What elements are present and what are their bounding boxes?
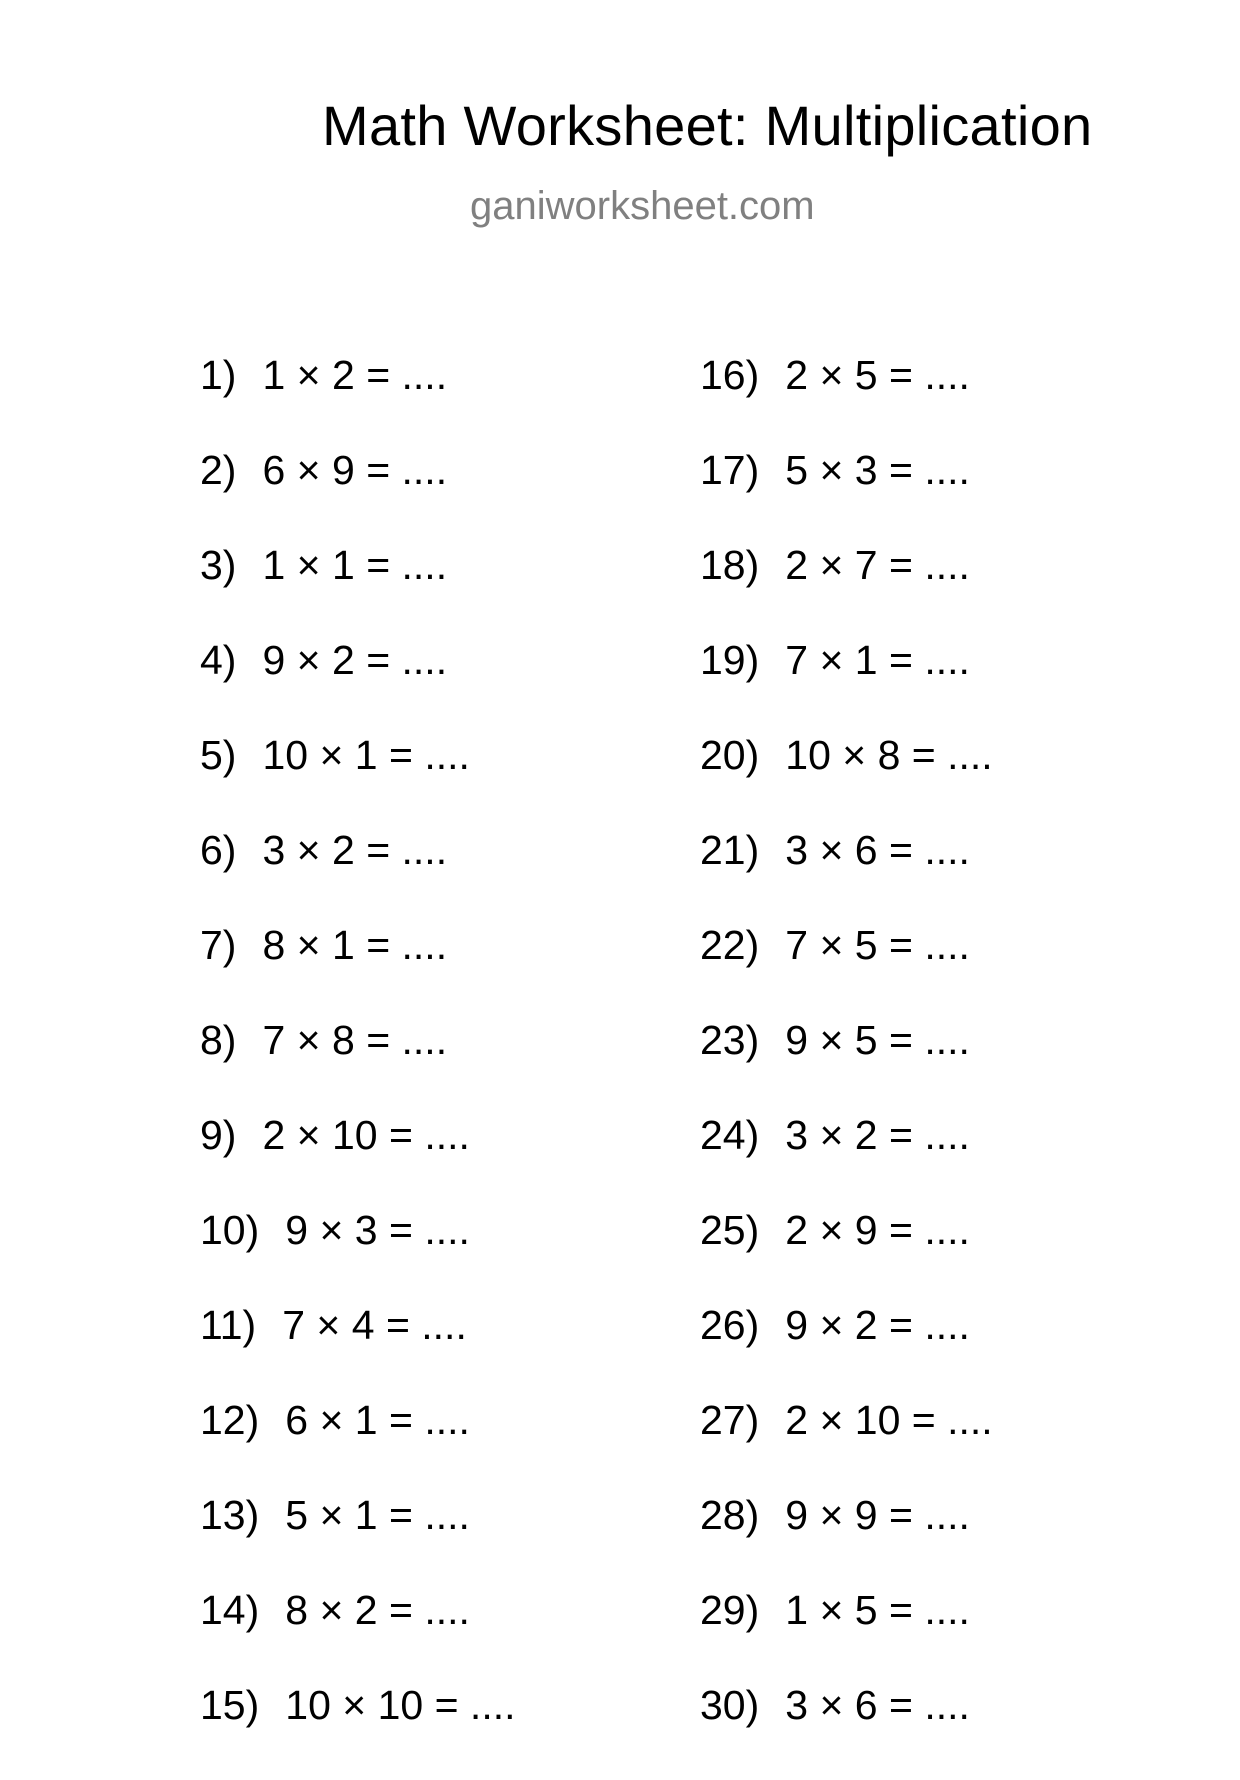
- problem-number: 16): [700, 352, 760, 398]
- problem-number: 17): [700, 447, 760, 493]
- problem-item: [700, 922, 993, 1020]
- problem-number: 8): [200, 1017, 237, 1063]
- problem-item: [200, 922, 516, 1020]
- problem-number: 21): [700, 827, 760, 873]
- problem-expression: 5 × 3 = ....: [785, 447, 970, 493]
- problem-item: [200, 1492, 516, 1590]
- problem-expression: 2 × 7 = ....: [785, 542, 970, 588]
- problem-item: [700, 447, 993, 545]
- problem-expression: 7 × 8 = ....: [262, 1017, 448, 1063]
- problem-item: [700, 1587, 993, 1685]
- problem-number: 30): [700, 1682, 760, 1728]
- site-url: ganiworksheet.com: [470, 184, 815, 228]
- problem-expression: 9 × 2 = ....: [262, 637, 448, 683]
- problem-item: [200, 1397, 516, 1495]
- problem-number: 1): [200, 352, 237, 398]
- problem-number: 3): [200, 542, 237, 588]
- problem-expression: 9 × 2 = ....: [785, 1302, 970, 1348]
- problem-expression: 10 × 1 = ....: [262, 732, 470, 778]
- problem-item: [700, 1397, 993, 1495]
- problem-number: 2): [200, 447, 237, 493]
- problem-expression: 3 × 6 = ....: [785, 1682, 970, 1728]
- problem-column-left: [200, 352, 516, 1780]
- problem-number: 25): [700, 1207, 760, 1253]
- problem-expression: 2 × 5 = ....: [785, 352, 970, 398]
- problem-number: 4): [200, 637, 237, 683]
- problem-item: [700, 1302, 993, 1400]
- problem-expression: 2 × 10 = ....: [785, 1397, 993, 1443]
- problem-expression: 7 × 4 = ....: [282, 1302, 467, 1348]
- problem-expression: 5 × 1 = ....: [285, 1492, 470, 1538]
- problem-expression: 8 × 2 = ....: [285, 1587, 470, 1633]
- problem-expression: 2 × 10 = ....: [262, 1112, 470, 1158]
- problem-item: [200, 1207, 516, 1305]
- problem-number: 6): [200, 827, 237, 873]
- problem-item: [700, 352, 993, 450]
- problem-item: [200, 732, 516, 830]
- problem-number: 10): [200, 1207, 260, 1253]
- problem-item: [700, 1492, 993, 1590]
- problem-number: 20): [700, 732, 760, 778]
- problem-item: [200, 637, 516, 735]
- problem-number: 29): [700, 1587, 760, 1633]
- problem-number: 12): [200, 1397, 260, 1443]
- problem-number: 15): [200, 1682, 260, 1728]
- problem-expression: 1 × 1 = ....: [262, 542, 448, 588]
- problem-number: 23): [700, 1017, 760, 1063]
- problem-expression: 1 × 2 = ....: [262, 352, 448, 398]
- problem-number: 7): [200, 922, 237, 968]
- problem-item: [700, 1017, 993, 1115]
- problem-number: 22): [700, 922, 760, 968]
- problem-expression: 8 × 1 = ....: [262, 922, 448, 968]
- problem-expression: 9 × 5 = ....: [785, 1017, 970, 1063]
- problem-number: 5): [200, 732, 237, 778]
- problem-expression: 9 × 9 = ....: [785, 1492, 970, 1538]
- problem-number: 27): [700, 1397, 760, 1443]
- problem-item: [200, 827, 516, 925]
- page-title: Math Worksheet: Multiplication: [322, 94, 1093, 157]
- problem-number: 18): [700, 542, 760, 588]
- problem-item: [200, 1587, 516, 1685]
- problem-item: [200, 447, 516, 545]
- problem-item: [200, 1302, 516, 1400]
- problem-item: [700, 1682, 993, 1780]
- problem-item: [700, 542, 993, 640]
- problem-item: [200, 1112, 516, 1210]
- problem-expression: 7 × 1 = ....: [785, 637, 970, 683]
- problem-expression: 6 × 1 = ....: [285, 1397, 470, 1443]
- problem-number: 26): [700, 1302, 760, 1348]
- problem-item: [700, 732, 993, 830]
- problem-column-right: [700, 352, 993, 1780]
- problem-number: 9): [200, 1112, 237, 1158]
- problem-expression: 9 × 3 = ....: [285, 1207, 470, 1253]
- problem-number: 13): [200, 1492, 260, 1538]
- problem-expression: 6 × 9 = ....: [262, 447, 448, 493]
- problem-number: 14): [200, 1587, 260, 1633]
- problem-item: [200, 352, 516, 450]
- problem-item: [200, 1682, 516, 1780]
- problem-expression: 3 × 2 = ....: [785, 1112, 970, 1158]
- problem-item: [700, 827, 993, 925]
- problem-expression: 7 × 5 = ....: [785, 922, 970, 968]
- problem-expression: 3 × 6 = ....: [785, 827, 970, 873]
- problem-item: [700, 1207, 993, 1305]
- problem-expression: 2 × 9 = ....: [785, 1207, 970, 1253]
- problem-item: [700, 1112, 993, 1210]
- problem-expression: 3 × 2 = ....: [262, 827, 448, 873]
- problem-item: [700, 637, 993, 735]
- problem-expression: 10 × 8 = ....: [785, 732, 993, 778]
- problem-item: [200, 542, 516, 640]
- problem-number: 19): [700, 637, 760, 683]
- problem-expression: 1 × 5 = ....: [785, 1587, 970, 1633]
- problem-number: 28): [700, 1492, 760, 1538]
- problem-number: 11): [200, 1302, 257, 1348]
- problem-number: 24): [700, 1112, 760, 1158]
- problem-expression: 10 × 10 = ....: [285, 1682, 516, 1728]
- problem-item: [200, 1017, 516, 1115]
